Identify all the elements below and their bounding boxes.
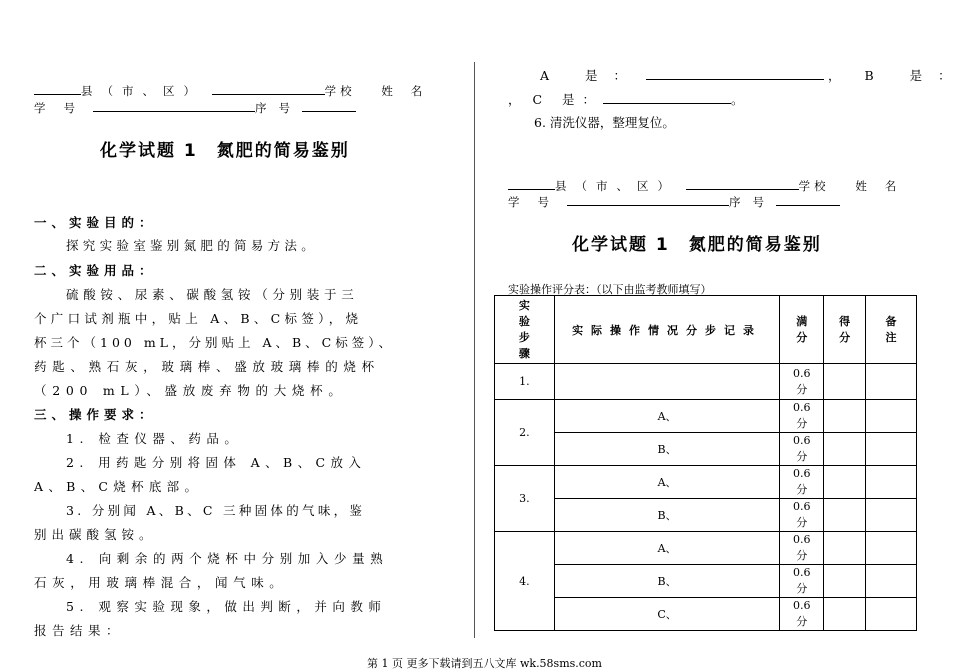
note-cell[interactable] [866, 598, 917, 631]
county-label-r: 县（市、区） [555, 179, 678, 193]
step-number: 1. [495, 364, 555, 400]
full-score-cell: 0.6 分 [780, 598, 824, 631]
score-cell[interactable] [824, 364, 866, 400]
name-label-r: 姓名 [855, 179, 915, 193]
right-header-line-2 [508, 193, 840, 210]
s3-line-2: 2. 用药匙分别将固体 A、B、C放入 [66, 455, 367, 470]
seat-blank-r [776, 193, 840, 206]
answer-line-1 [540, 66, 967, 84]
school-label: 学校 [324, 84, 356, 98]
table-row [495, 532, 917, 565]
score-cell[interactable] [824, 433, 866, 466]
col-score-header: 得 分 [824, 296, 866, 364]
answer-b-label: B 是： [864, 68, 967, 83]
comma-2: ， [508, 92, 521, 107]
table-row [495, 466, 917, 499]
seat-label-r: 序号 [729, 195, 776, 209]
answer-c-label: C 是： [532, 92, 604, 107]
note-cell[interactable] [866, 499, 917, 532]
s3-line-7: 石灰，用玻璃棒混合，闻气味。 [34, 575, 288, 590]
s3-line-5: 别出碳酸氢铵。 [34, 527, 157, 542]
county-blank-r [508, 177, 555, 190]
s3-line-1: 1. 检查仪器、药品。 [66, 431, 243, 446]
record-cell: A、 [554, 400, 779, 433]
col-step-header: 实 验 步 骤 [495, 296, 555, 364]
table-row [495, 400, 917, 433]
student-id-label-r: 学号 [508, 195, 567, 209]
table-row [495, 499, 917, 532]
record-cell: B、 [554, 565, 779, 598]
score-cell[interactable] [824, 400, 866, 433]
record-cell [554, 364, 779, 400]
answer-a-label: A 是： [540, 68, 643, 83]
answer-line-2 [508, 90, 744, 108]
score-cell[interactable] [824, 565, 866, 598]
comma: ， [828, 68, 841, 83]
record-cell: A、 [554, 466, 779, 499]
seat-label: 序号 [255, 101, 302, 115]
answer-c-blank [603, 91, 731, 104]
s2-line-1: 硫酸铵、尿素、碳酸氢铵（分别装于三 [66, 287, 359, 302]
s3-line-9: 报告结果： [34, 623, 125, 638]
full-score-cell: 0.6 分 [780, 400, 824, 433]
score-cell[interactable] [824, 598, 866, 631]
student-id-blank [93, 99, 255, 112]
full-score-cell: 0.6 分 [780, 364, 824, 400]
table-row [495, 598, 917, 631]
s3-line-6: 4. 向剩余的两个烧杯中分别加入少量熟 [66, 551, 389, 566]
table-row [495, 433, 917, 466]
right-header-line-1 [508, 177, 914, 194]
record-cell: B、 [554, 499, 779, 532]
step-number: 2. [495, 400, 555, 466]
school-blank [212, 82, 325, 95]
table-header-row [495, 296, 917, 364]
left-title: 化学试题 1 氮肥的简易鉴别 [100, 141, 350, 161]
score-cell[interactable] [824, 466, 866, 499]
note-cell[interactable] [866, 466, 917, 499]
s2-line-3: 杯三个（100 mL，分别贴上 A、B、C标签）、 [34, 335, 395, 350]
left-header-line-2 [34, 99, 356, 116]
step-number: 3. [495, 466, 555, 532]
footer: 第 1 页 更多下载请到五八文库 wk.58sms.com [367, 657, 602, 670]
s3-line-3: A、B、C烧杯底部。 [34, 479, 203, 494]
record-cell: A、 [554, 532, 779, 565]
col-full-header: 满 分 [780, 296, 824, 364]
record-cell: B、 [554, 433, 779, 466]
s3-line-4: 3. 分别闻 A、B、C 三种固体的气味，鉴 [66, 503, 366, 518]
student-id-blank-r [567, 193, 729, 206]
county-blank [34, 82, 81, 95]
score-cell[interactable] [824, 499, 866, 532]
period: 。 [731, 92, 744, 107]
full-score-cell: 0.6 分 [780, 565, 824, 598]
record-cell: C、 [554, 598, 779, 631]
student-id-label: 学号 [34, 101, 93, 115]
left-header-line-1 [34, 82, 440, 99]
answer-a-blank [646, 67, 824, 80]
note-cell[interactable] [866, 400, 917, 433]
s2-line-5: （200 mL）、盛放废弃物的大烧杯。 [34, 383, 347, 398]
note-cell[interactable] [866, 364, 917, 400]
s3-heading: 三、操作要求： [34, 407, 157, 422]
note-cell[interactable] [866, 532, 917, 565]
table-row [495, 565, 917, 598]
note-cell[interactable] [866, 433, 917, 466]
full-score-cell: 0.6 分 [780, 499, 824, 532]
table-row [495, 364, 917, 400]
s2-line-4: 药匙、熟石灰，玻璃棒、盛放玻璃棒的烧杯 [34, 359, 380, 374]
step-6: 6. 清洗仪器，整理复位。 [534, 115, 675, 130]
col-record-header: 实际操作情况分步记录 [554, 296, 779, 364]
full-score-cell: 0.6 分 [780, 433, 824, 466]
score-cell[interactable] [824, 532, 866, 565]
col-note-header: 备 注 [866, 296, 917, 364]
name-label: 姓名 [381, 84, 441, 98]
table-caption: 实验操作评分表：（以下由监考教师填写） [508, 283, 712, 296]
note-cell[interactable] [866, 565, 917, 598]
county-label: 县（市、区） [81, 84, 204, 98]
column-divider [474, 62, 475, 638]
school-label-r: 学校 [798, 179, 830, 193]
right-title: 化学试题 1 氮肥的简易鉴别 [572, 235, 822, 255]
s1-heading: 一、实验目的： [34, 215, 157, 230]
score-table [494, 295, 917, 631]
s2-line-2: 个广口试剂瓶中，贴上 A、B、C标签），烧 [34, 311, 363, 326]
s2-heading: 二、实验用品： [34, 263, 157, 278]
school-blank-r [686, 177, 799, 190]
full-score-cell: 0.6 分 [780, 532, 824, 565]
seat-blank [302, 99, 356, 112]
full-score-cell: 0.6 分 [780, 466, 824, 499]
s3-line-8: 5. 观察实验现象，做出判断，并向教师 [66, 599, 387, 614]
s1-text: 探究实验室鉴别氮肥的简易方法。 [66, 238, 319, 253]
step-number: 4. [495, 532, 555, 631]
